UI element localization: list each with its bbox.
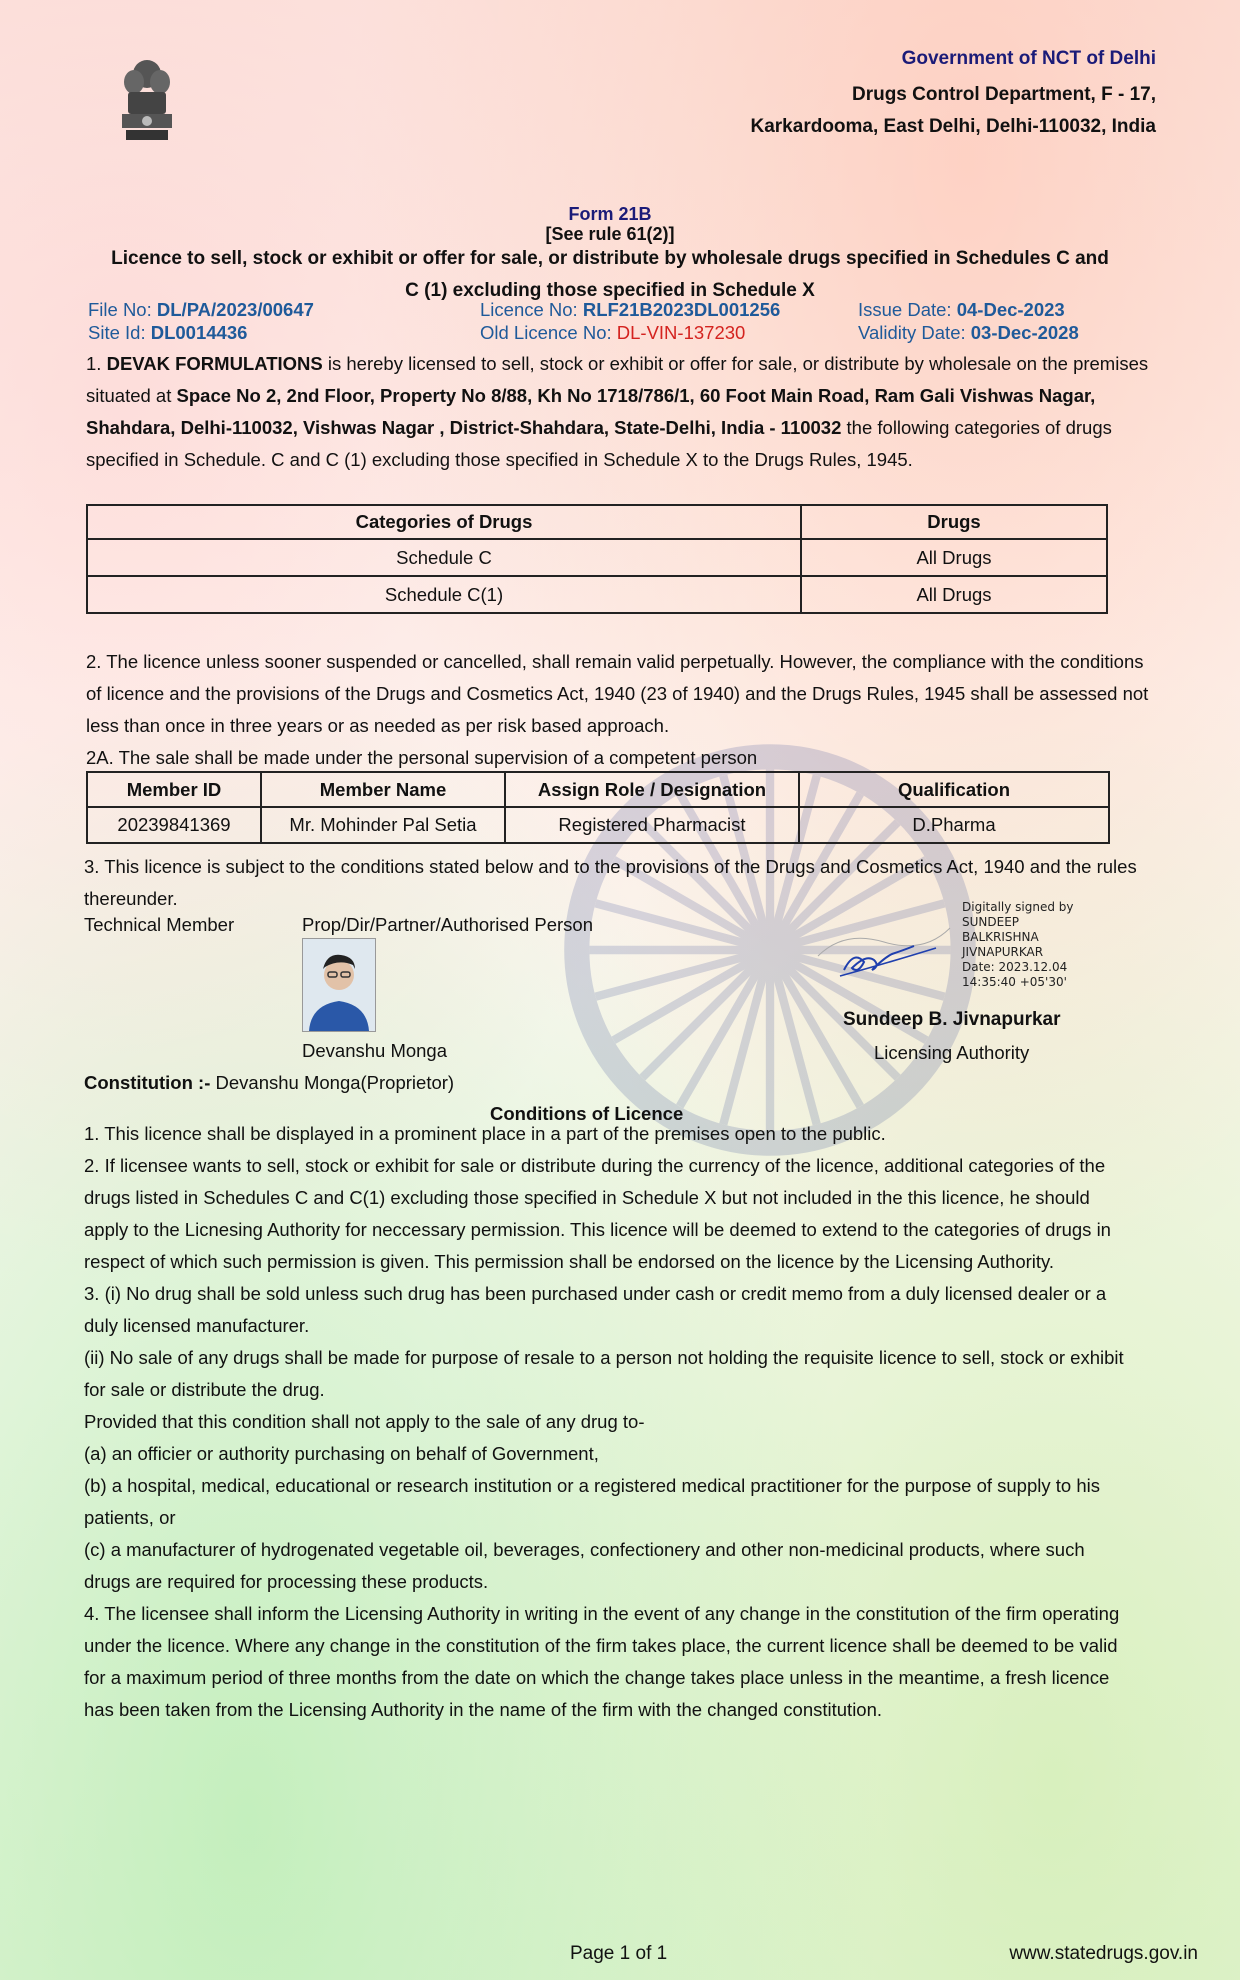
table-row <box>87 576 1107 613</box>
conditions-list <box>84 1118 1136 1726</box>
table-header: Categories of Drugs <box>87 505 801 539</box>
table-cell: Registered Pharmacist <box>505 807 799 843</box>
header-department: Drugs Control Department, F - 17, <box>851 84 1156 105</box>
licence-paragraph-2a: 2A. The sale shall be made under the personal supervision of a competent person <box>86 747 758 768</box>
list-item: 3. (i) No drug shall be sold unless such drug has been purchased under cash or credit memo from a duly licensed dealer or a duly licensed manufacturer. <box>84 1283 1107 1336</box>
authority-title: Licensing Authority <box>874 1042 1030 1063</box>
validity-date: Validity Date: 03-Dec-2028 <box>858 322 1079 343</box>
national-emblem-icon <box>112 56 182 146</box>
form-title-line2: C (1) excluding those specified in Schedule X <box>405 280 815 301</box>
website-url: www.statedrugs.gov.in <box>1009 1943 1198 1964</box>
file-no: File No: DL/PA/2023/00647 <box>88 299 314 320</box>
list-item: (a) an officier or authority purchasing on behalf of Government, <box>84 1443 599 1464</box>
table-cell: Mr. Mohinder Pal Setia <box>261 807 505 843</box>
table-cell: All Drugs <box>801 576 1107 613</box>
form-rule: [See rule 61(2)] <box>545 224 675 244</box>
old-licence-no: Old Licence No: DL-VIN-137230 <box>480 322 746 343</box>
table-cell: Schedule C <box>87 539 801 576</box>
list-item: (c) a manufacturer of hydrogenated vegetable oil, beverages, confectionery and other non-medicinal products, where such drugs are required for processing these products. <box>84 1539 1085 1592</box>
prop-label: Prop/Dir/Partner/Authorised Person <box>302 914 593 935</box>
drug-categories-table <box>86 504 1108 614</box>
conditions-heading: Conditions of Licence <box>490 1103 684 1124</box>
table-cell: All Drugs <box>801 539 1107 576</box>
list-item: 2. If licensee wants to sell, stock or exhibit for sale or distribute during the currency of the licence, additional categories of the drugs listed in Schedules C and C(1) excluding those specified in Schedule X but not included in the this licence, he should apply to the Licnesing Authority for neccessary permission. This licence will be deemed to extend to the categories of drugs in respect of which such permission is given. This permission shall be endorsed on the licence by the Licensing Authority. <box>84 1155 1111 1272</box>
member-table <box>86 771 1110 844</box>
table-cell: D.Pharma <box>799 807 1109 843</box>
list-item: 1. This licence shall be displayed in a prominent place in a part of the premises open to the public. <box>84 1123 886 1144</box>
list-item: (b) a hospital, medical, educational or research institution or a registered medical practitioner for the purpose of supply to his patients, or <box>84 1475 1100 1528</box>
list-item: Provided that this condition shall not apply to the sale of any drug to- <box>84 1411 645 1432</box>
licence-paragraph-1: 1. DEVAK FORMULATIONS is hereby licensed to sell, stock or exhibit or offer for sale, or distribute by wholesale on the premises situated at Space No 2, 2nd Floor, Property No 8/88, Kh No 1718/786/1, 60 Foot Main Road, Ram Gali Vishwas Nagar, Shahdara, Delhi-110032, Vishwas Nagar , District-Shahdara, State-Delhi, India - 110032 the following categories of drugs specified in Schedule. C and C (1) excluding those specified in Schedule X to the Drugs Rules, 1945. <box>86 353 1149 470</box>
technical-member-label: Technical Member <box>84 914 235 935</box>
table-header: Drugs <box>801 505 1107 539</box>
licence-paragraph-3: 3. This licence is subject to the conditions stated below and to the provisions of the Drugs and Cosmetics Act, 1940 and the rules thereunder. <box>84 856 1137 909</box>
authority-name: Sundeep B. Jivnapurkar <box>843 1009 1061 1030</box>
list-item: (ii) No sale of any drugs shall be made for purpose of resale to a person not holding the requisite licence to sell, stock or exhibit for sale or distribute the drug. <box>84 1347 1124 1400</box>
licence-paragraph-2: 2. The licence unless sooner suspended or cancelled, shall remain valid perpetually. However, the compliance with the conditions of licence and the provisions of the Drugs and Cosmetics Act, 1940 (23 of 1940) and the Drugs Rules, 1945 shall be assessed not less than once in three years or as needed as per risk based approach. <box>86 651 1149 736</box>
table-header: Member Name <box>261 772 505 807</box>
constitution: Constitution :- Devanshu Monga(Proprietor) <box>84 1072 455 1093</box>
digital-signature-block: Digitally signed by SUNDEEP BALKRISHNA JIVNAPURKAR Date: 2023.12.04 14:35:40 +05'30' <box>962 900 1074 989</box>
table-header: Qualification <box>799 772 1109 807</box>
form-name: Form 21B <box>568 204 652 224</box>
licence-no: Licence No: RLF21B2023DL001256 <box>480 299 781 320</box>
form-title-line1: Licence to sell, stock or exhibit or offer for sale, or distribute by wholesale drugs specified in Schedules C and <box>111 248 1109 269</box>
page-number: Page 1 of 1 <box>570 1943 668 1964</box>
table-header: Member ID <box>87 772 261 807</box>
header-address: Karkardooma, East Delhi, Delhi-110032, India <box>750 116 1156 137</box>
site-id: Site Id: DL0014436 <box>88 322 248 343</box>
list-item: 4. The licensee shall inform the Licensing Authority in writing in the event of any change in the constitution of the firm operating under the licence. Where any change in the constitution of the firm takes place, the current licence shall be deemed to be valid for a maximum period of three months from the date on which the change takes place unless in the meantime, a fresh licence has been taken from the Licensing Authority in the name of the firm with the changed constitution. <box>84 1603 1120 1720</box>
issue-date: Issue Date: 04-Dec-2023 <box>858 299 1065 320</box>
table-cell: 20239841369 <box>87 807 261 843</box>
table-row <box>87 539 1107 576</box>
applicant-photo <box>302 938 376 1032</box>
table-header: Assign Role / Designation <box>505 772 799 807</box>
table-row <box>87 807 1109 843</box>
header-government: Government of NCT of Delhi <box>901 48 1156 69</box>
signature-scribble-icon <box>814 920 954 990</box>
prop-name: Devanshu Monga <box>302 1040 448 1061</box>
table-cell: Schedule C(1) <box>87 576 801 613</box>
